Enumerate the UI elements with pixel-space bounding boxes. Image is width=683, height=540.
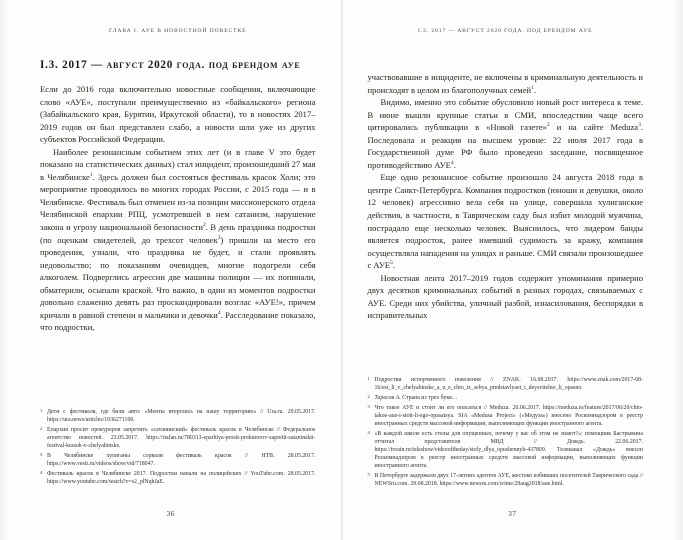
paragraph-text-cont5: . Расследование показало, что подростки, — [40, 309, 316, 333]
footnote-ref-1[interactable]: 1 — [531, 84, 534, 91]
paragraph-text-cont: и на сайте Meduza — [549, 122, 639, 133]
footnote-number: 5 — [367, 471, 370, 477]
footnotes-right — [368, 376, 644, 490]
paragraph-text-cont4: ) пришли на место его проведения, узнали, что праздника не будет, и стали проявлять недовольство; по показаниям очевидцев, многие подогрели себя алкоголем. Подверглись агрессии две машины полиции — их попинали, обматерили, осыпали краской. Что важно, в один из моментов подростки довольно слаженно девять раз проскандировали возглас «АУЕ!», причем кричали в равной степени и мальчики и девочки — [40, 234, 316, 320]
footnote-number: 1 — [40, 407, 43, 413]
footnote-number: 2 — [367, 393, 370, 399]
footnote-item — [40, 426, 316, 450]
paragraph-text: участвовавшие в инциденте, не включены в криминальную деятельность и происходят в целом из благополучных семей — [367, 72, 643, 95]
footnote-text: Дети с фестиваля, где били авто: «Менты вторглись на нашу территорию» // Ura.ru. 29.05.2017. https://ura.news/articles/1036271100. — [47, 409, 316, 423]
footnote-number: 2 — [40, 425, 43, 431]
paragraph: Еще одно резонансное событие произошло 24 августа 2018 года в центре Санкт-Петербурга. Компания подростков (юноши и девушки, около 12 человек) агрессивно вела себя на улице, совершала хулиганские действия, в частности, в Таврическом саду был избит молодой мужчина, пострадало еще несколько человек. Выяснилось, что лидером банды является подросток, ранее имевший судимость за кражу, компания осуществляла нападения на улицах и раньше. СМИ связали произошедшее с АУЕ$^5$. — [367, 172, 643, 271]
footnote-ref-4[interactable]: 4 — [217, 310, 221, 316]
body-text-left — [40, 83, 316, 334]
footnote-ref-1[interactable]: 1 — [89, 171, 93, 178]
footnote-number: 4 — [367, 429, 370, 435]
footnote-text: В Челябинске хулиганы сорвали фестиваль красок // НТВ. 28.05.2017. https://www.vesti.ru/videos/show/vid/718047. — [47, 453, 316, 467]
paragraph-text: Наиболее резонансным событием этих лет (и в главе V это будет показано на статистических данных) стал инцидент, произошедший 27 мая в Челябинске — [40, 146, 316, 182]
paragraph — [368, 272, 644, 322]
footnote-ref-3[interactable]: 3 — [217, 234, 221, 241]
paragraph-text: Еще одно резонансное событие произошло 24 августа 2018 года в центре Санкт-Петербурга. Компания подростков (юноши и девушки, около 12 человек) агрессивно вела себя на улице, совершала хулиганские действия, в частности, в Таврическом саду был избит молодой мужчина, пострадало еще несколько человек. Выяснилось, что лидером банды является подросток, ранее имевший судимость за кражу, компания осуществляла нападения на улицах и раньше. СМИ связали произошедшее с АУЕ — [367, 172, 643, 271]
footnote-item — [368, 376, 644, 392]
page-right — [342, 0, 683, 540]
footnote-item — [368, 394, 644, 402]
footnote-ref-2[interactable]: 2 — [202, 222, 206, 229]
paragraph-text-cont2: . Последовала и реакция на высшем уровне: 22 июля 2017 года в Государственной думе РФ было проведено заседание, посвященное противодействию АУЕ — [367, 122, 643, 170]
footnote-number: 3 — [367, 403, 370, 409]
footnote-item — [368, 472, 644, 488]
paragraph-text-cont2: Фестиваль был отменен из-за позиции миссионерского отдела Челябинской епархии РПЦ, усмотревшей в нем сатанизм, нарушение закона и угрозу национальной безопасности — [40, 196, 316, 233]
paragraph-text: Если до 2016 года включительно новостные сообщения, включающие слово «АУЕ», поступали преимущественно из «байкальского» региона (Забайкальского края, Бурятии, Иркутской области), то в новостях 2017–2019 годов он был представлен слабо, а новости шли уже из других субъектов Российской Федерации. — [40, 84, 316, 145]
footnote-ref-3[interactable]: 3 — [638, 122, 641, 129]
paragraph-text: Новостная лента 2017–2019 годов содержит упоминания примерно двух десятков криминальных событий в разных городах, связываемых с АУЕ. Среди них убийства, уличный разбой, изнасилования, беспорядки в исправительных — [367, 272, 643, 321]
running-head-left: ГЛАВА I. АУЕ В НОВОСТНОЙ ПОВЕСТКЕ — [109, 28, 247, 34]
section-number: I.3. — [40, 59, 63, 71]
footnote-ref-5[interactable]: 5 — [390, 260, 393, 267]
paragraph — [40, 83, 316, 146]
section-title-text: 2017 — август 2020 года. под брендом ауе — [62, 59, 301, 71]
footnote-author: Тарасов А. — [374, 395, 401, 401]
page-number-left: 36 — [166, 509, 175, 518]
footnote-item — [40, 408, 316, 424]
footnote-ref-4[interactable]: 4 — [450, 159, 454, 166]
footnote-text: Подростки испорченного поколения // ZNAK. 16.08.2017. https://www.znak.com/2017-08-16/est_li_v_chelyabinske_a_u_e_chto_iz_sebya_predstavlyaet_i_deysvitelno_li_opasno. — [374, 377, 643, 391]
paragraph-text: Видимо, именно это событие обусловило новый рост интереса к теме. В июне вышли крупные статьи в СМИ, впоследствии чаще всего цитировались публикации в «Новой газете» — [367, 97, 643, 133]
paragraph: Наиболее резонансным событием этих лет (и в главе V это будет показано на статистических данных) стал инцидент, произошедший 27 мая в Челябинске$^1$. Здесь должен был состояться фестиваль красок Холи; это мероприятие проводилось во многих городах России, с 2015 года — и в Челябинске. Фестиваль был отменен из-за позиции миссионерского отдела Челябинской епархии РПЦ, усмотревшей в нем сатанизм, нарушение закона и угрозу национальной безопасности$^2$. В день праздника подростки (по оценкам свидетелей, до трехсот человек$^3$) пришли на место его проведения, узнали, что праздника не будет, и стали проявлять недовольство; по показаниям очевидцев, многие подогрели себя алкоголем. Подверглись агрессии две машины полиции — их попинали, обматерили, осыпали краской. Что важно, в один из моментов подростки довольно слаженно девять раз проскандировали возглас «АУЕ!», причем кричали в равной степени и мальчики и девочки$^4$. Расследование показало, что подростки, — [40, 146, 316, 333]
footnote-item — [368, 430, 644, 470]
page-edge-shadow — [0, 0, 10, 540]
paragraph-text-cont3: В день праздника подростки (по оценкам свидетелей, до трехсот человек — [40, 222, 316, 245]
footnote-item — [40, 470, 316, 486]
footnote-number: 3 — [40, 451, 43, 457]
footnote-item — [368, 404, 644, 428]
footnote-text: В Петербурге задержали двух 17-летних адептов АУЕ, жестоко избивших посетителей Таврического сада // NEWSru.com. 29.08.2018. https://www.newsru.com/crime/29aug2018/aue.html. — [374, 473, 643, 487]
footnote-item — [40, 452, 316, 468]
running-head-right: I.3. 2017 — АВГУСТ 2020 ГОДА. ПОД БРЕНДОМ АУЕ — [418, 28, 593, 34]
paragraph: Видимо, именно это событие обусловило новый рост интереса к теме. В июне вышли крупные статьи в СМИ, впоследствии чаще всего цитировались публикации в «Новой газете»$^2$ и на сайте Meduza$^3$. Последовала и реакция на высшем уровне: 22 июля 2017 года в Государственной думе РФ было проведено заседание, посвященное противодействию АУЕ$^4$. — [367, 97, 643, 170]
footnote-text: «В каждой школе есть столы для опущенных, почему у вас об этом не знают?»: помощник Бастрыкина отчитал представителя МВД // Дождь. 22.06.2017. https://tvrain.ru/teleshow/videooftheday/stoly_dlya_opushennyh-437809. Телеканал «Дождь» внесен Роскомнадзором в реестр иностранных средств массовой информации, выполняющих функции иностранного агента. — [374, 431, 643, 469]
footnote-text: Епархия просит прокуроров запретить «сатанинский» фестиваль красок в Челябинске // Федеральное агентство новостей. 23.05.2017. https://riafan.ru/780313-eparhiya-prosit-prokurorov-zapretit-sataninskii-festival-krasok-v-chelyabinske. — [47, 427, 316, 449]
footnote-text: Фестиваль красок в Челябинске 2017. Подростки напали на полицейских // YouTube.com. 28.05.2017. https://www.youtube.com/watch?v=s2_plNqhJaE. — [47, 471, 316, 485]
paragraph-text-cont: . Здесь должен был состояться фестиваль красок Холи; это мероприятие проводилось во многих городах России, с 2015 года — и в Челябинске. — [40, 171, 316, 207]
section-title — [40, 59, 316, 71]
footnote-ref-2[interactable]: 2 — [546, 122, 550, 129]
footnote-number: 1 — [367, 375, 370, 381]
body-text-right — [368, 71, 644, 322]
footnote-text: Что такое АУЕ и стоит ли его опасаться // Meduza. 20.06.2017. https://meduza.io/feature/2017/06/20/chto-takoe-aue-i-stoit-li-ego-opasatsya. SIA «Medusa Project» («Медуза») внесено Роскомнадзором в реестр иностранных средств массовой информации, выполняющих функции иностранного агента. — [374, 405, 643, 427]
footnote-text: Страна из трех букв… — [400, 395, 458, 401]
footnote-number: 4 — [40, 469, 43, 475]
footnotes-left — [40, 408, 316, 488]
page-edge-shadow — [673, 0, 683, 540]
page-number-right: 37 — [508, 509, 517, 518]
paragraph: участвовавшие в инциденте, не включены в криминальную деятельность и происходят в целом из благополучных семей$^1$. — [367, 72, 643, 95]
